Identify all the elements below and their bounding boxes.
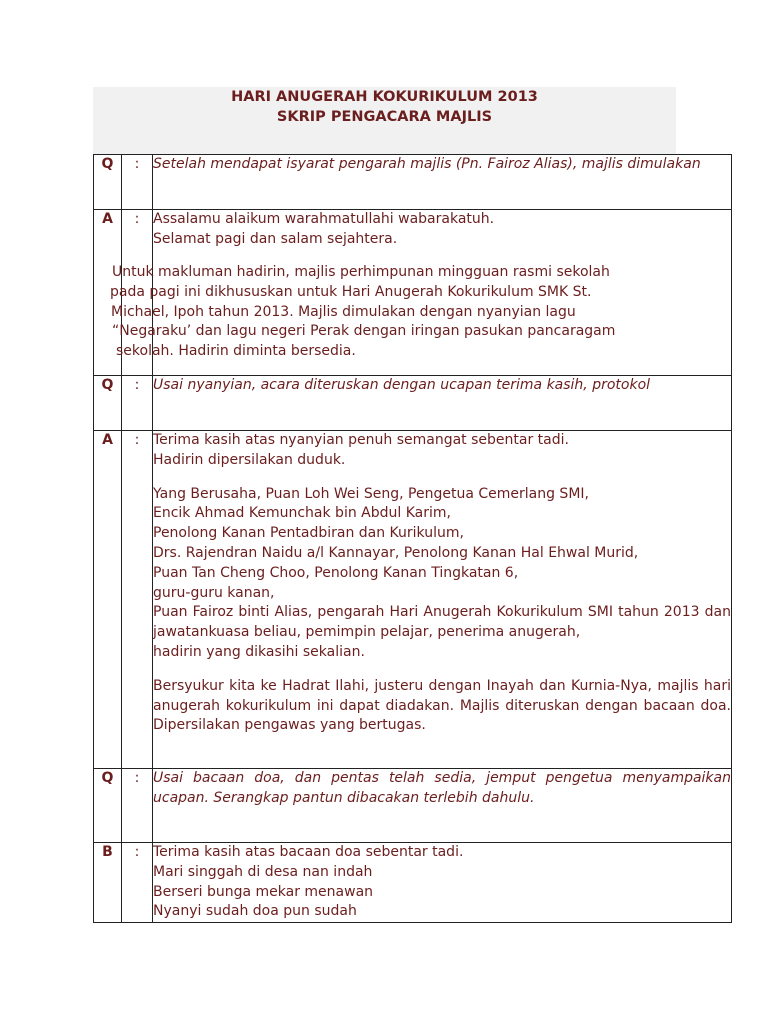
table-row [94,431,732,769]
table-row [94,843,732,923]
protocol-line: Puan Fairoz binti Alias, pengarah Hari Anugerah Kokurikulum SMI tahun 2013 dan jawatankuasa beliau, pemimpin pelajar, penerima anugerah, [153,604,731,641]
instruction-text: Usai nyanyian, acara diteruskan dengan ucapan terima kasih, protokol [153,377,651,393]
protocol-line: Puan Tan Cheng Choo, Penolong Kanan Tingkatan 6, [153,564,519,581]
protocol-line: guru-guru kanan, [153,584,275,601]
row-text [153,431,732,769]
script-line: Terima kasih atas bacaan doa sebentar tadi. [153,844,464,860]
row-letter: Q [94,155,122,210]
pantun-line: Mari singgah di desa nan indah [153,863,373,880]
row-colon: : [122,210,153,376]
table-row [94,769,732,843]
protocol-line: Yang Berusaha, Puan Loh Wei Seng, Pengetua Cemerlang SMI, [153,485,589,502]
pantun-line: Berseri bunga mekar menawan [153,883,374,900]
table-row [94,155,732,210]
instruction-text: Usai bacaan doa, dan pentas telah sedia, jemput pengetua menyampaikan ucapan. Serangkap pantun dibacakan terlebih dahulu. [153,770,731,806]
script-line: Selamat pagi dan salam sejahtera. [153,230,398,247]
row-colon: : [122,155,153,210]
row-colon: : [122,769,153,843]
row-text [153,376,732,431]
script-line: Hadirin dipersilakan duduk. [153,451,346,468]
row-colon: : [122,431,153,769]
document-subtitle: SKRIP PENGACARA MAJLIS [276,109,493,125]
script-line: Terima kasih atas nyanyian penuh semangat sebentar tadi. [153,432,569,448]
row-letter: B [94,843,122,923]
instruction-text: Setelah mendapat isyarat pengarah majlis (Pn. Fairoz Alias), majlis dimulakan [153,156,701,172]
announcement-line: “Negaraku’ dan lagu negeri Perak dengan iringan pasukan pancaragam [112,323,616,340]
announcement-line: pada pagi ini dikhususkan untuk Hari Anugerah Kokurikulum SMK St. [110,283,592,300]
row-letter: Q [94,376,122,431]
protocol-line: Encik Ahmad Kemunchak bin Abdul Karim, [153,505,451,522]
announcement-line: sekolah. Hadirin diminta bersedia. [116,343,356,360]
announcement-line: Michael, Ipoh tahun 2013. Majlis dimulakan dengan nyanyian lagu [111,303,576,320]
protocol-line: Drs. Rajendran Naidu a/l Kannayar, Penolong Kanan Hal Ehwal Murid, [153,544,639,561]
row-colon: : [122,376,153,431]
table-row [94,376,732,431]
script-paragraph: Bersyukur kita ke Hadrat Ilahi, justeru dengan Inayah dan Kurnia-Nya, majlis hari anugerah kokurikulum ini dapat diadakan. Majlis diteruskan dengan bacaan doa. Dipersilakan pengawas yang bertugas. [153,677,731,734]
row-letter: Q [94,769,122,843]
row-text [153,843,732,923]
protocol-line: hadirin yang dikasihi sekalian. [153,643,365,660]
script-line: Assalamu alaikum warahmatullahi wabarakatuh. [153,211,495,227]
pantun-line: Nyanyi sudah doa pun sudah [153,903,357,920]
announcement-line: Untuk makluman hadirin, majlis perhimpunan mingguan rasmi sekolah [112,264,610,280]
row-letter: A [94,431,122,769]
row-text [153,155,732,210]
announcement-paragraph [110,263,710,362]
row-letter: A [94,210,122,376]
row-text [153,769,732,843]
document-title: HARI ANUGERAH KOKURIKULUM 2013 [231,89,538,105]
row-colon: : [122,843,153,923]
protocol-line: Penolong Kanan Pentadbiran dan Kurikulum, [153,525,464,542]
